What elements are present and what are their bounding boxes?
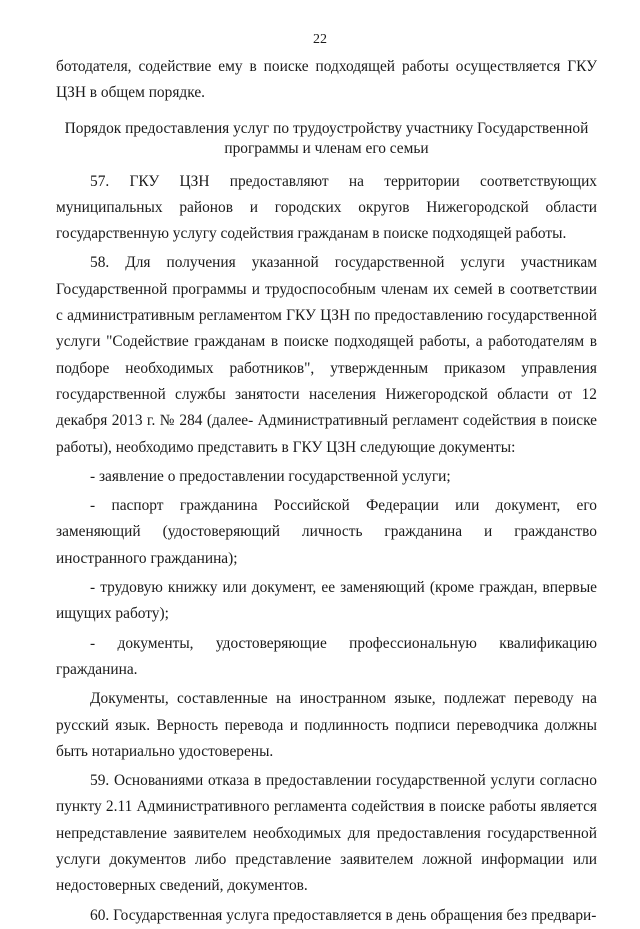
section-heading: Порядок предоставления услуг по трудоустройству участнику Государственной программы и членам его семьи [64,119,589,157]
list-item: - паспорт гражданина Российской Федерации или документ, его заменяющий (удостоверяющий личность гражданина и гражданство иностранного гражданина); [56,497,597,567]
document-body [56,54,597,929]
list-item: - заявление о предоставлении государственной услуги; [90,467,451,485]
list-item: - трудовую книжку или документ, ее заменяющий (кроме граждан, впервые ищущих работу); [56,579,597,623]
paragraph-58: 58. Для получения указанной государственной услуги участникам Государственной программы и трудоспособным членам их семей в соответствии с административным регламентом ГКУ ЦЗН по предоставлению государственной услуги "Содействие гражданам в поиске подходящей работы, а работодателям в подборе необходимых работников", утвержденным приказом управления государственной службы занятости населения Нижегородской области от 12 декабря 2013 г. № 284 (далее- Административный регламент содействия в поиске работы), необходимо представить в ГКУ ЦЗН следующие документы: [56,254,597,456]
paragraph-57: 57. ГКУ ЦЗН предоставляют на территории соответствующих муниципальных районов и городских округов Нижегородской области государственную услугу содействия гражданам в поиске подходящей работы. [56,172,597,243]
intro-paragraph: ботодателя, содействие ему в поиске подходящей работы осуществляется ГКУ ЦЗН в общем порядке. [56,58,597,102]
translation-paragraph: Документы, составленные на иностранном языке, подлежат переводу на русский язык. Верность перевода и подлинность подписи переводчика должны быть нотариально удостоверены. [56,690,597,760]
page-number: 22 [313,32,327,47]
paragraph-60: 60. Государственная услуга предоставляется в день обращения без предвари- [90,906,597,924]
paragraph-59: 59. Основаниями отказа в предоставлении государственной услуги согласно пункту 2.11 Административного регламента содействия в поиске работы является непредставление заявителем необходимых для предоставления государственной услуги документов либо представление заявителем ложной информации или недостоверных сведений, документов. [56,772,597,895]
list-item: - документы, удостоверяющие профессиональную квалификацию гражданина. [56,634,597,678]
